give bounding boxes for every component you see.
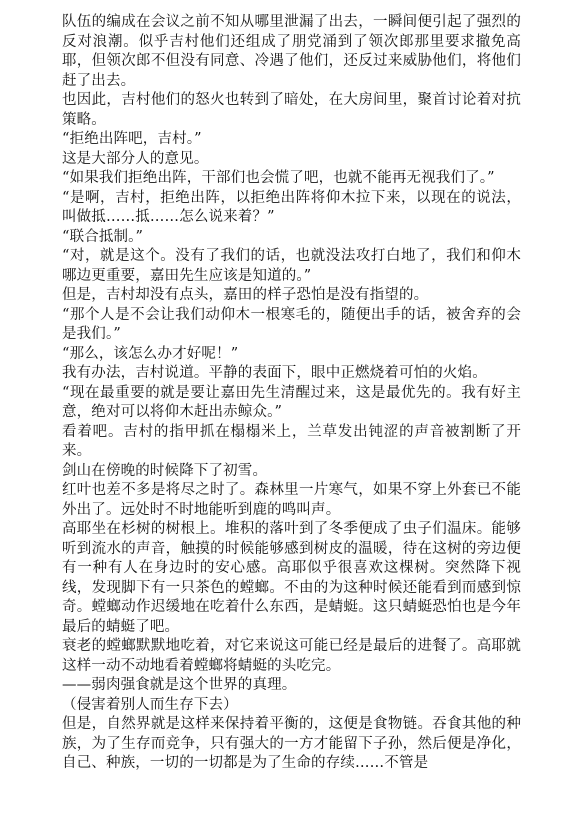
dialogue-line: “现在最重要的就是要让嘉田先生清醒过来，这是最优先的。我有好主意，绝对可以将仰木赶出赤鲸众。” bbox=[62, 384, 521, 420]
paragraph: 但是，自然界就是这样来保持着平衡的，这便是食物链。吞食其他的种族，为了生存而竞争，只有强大的一方才能留下子孙，然后便是净化，自己、种族，一切的一切都是为了生命的存续……不管是 bbox=[62, 716, 521, 771]
paragraph: 队伍的编成在会议之前不知从哪里泄漏了出去，一瞬间便引起了强烈的反对浪潮。似乎吉村他们还组成了朋党涌到了领次郎那里要求撤免高耶，但领次郎不但没有同意、冷遇了他们，还反过来威胁他们，将他们赶了出去。 bbox=[62, 14, 521, 89]
paragraph: 也因此，吉村他们的怒火也转到了暗处，在大房间里，聚首讨论着对抗策略。 bbox=[62, 92, 521, 128]
dialogue-line: “联合抵制。” bbox=[62, 228, 144, 245]
paragraph: 我有办法，吉村说道。平静的表面下，眼中正燃烧着可怕的火焰。 bbox=[62, 365, 487, 381]
paragraph: 这是大部分人的意见。 bbox=[62, 150, 209, 167]
dialogue-line: “对，就是这个。没有了我们的话，也就没法攻打白地了，我们和仰木哪边更重要，嘉田先生应该是知道的。” bbox=[62, 248, 521, 284]
paragraph: 剑山在傍晚的时候降下了初雪。 bbox=[62, 462, 268, 479]
paragraph: 衰老的螳螂默默地吃着，对它来说这可能已经是最后的进餐了。高耶就这样一动不动地看着螳螂将蜻蜓的头吃完。 bbox=[62, 638, 521, 674]
paragraph: 高耶坐在杉树的树根上。堆积的落叶到了冬季便成了虫子们温床。能够听到流水的声音，触摸的时候能够感到树皮的温暖，待在这树的旁边便有一种有人在身边时的安心感。高耶似乎很喜欢这棵树。突然降下视线，发现脚下有一只茶色的螳螂。不由的为这种时候还能看到而感到惊奇。螳螂动作迟缓地在吃着什么东西，是蜻蜓。这只蜻蜓恐怕也是今年最后的蜻蜓了吧。 bbox=[62, 521, 521, 635]
paragraph: 但是，吉村却没有点头，嘉田的样子恐怕是没有指望的。 bbox=[62, 287, 429, 303]
paragraph: 红叶也差不多是将尽之时了。森林里一片寒气，如果不穿上外套已不能外出了。远处时不时地能听到鹿的鸣叫声。 bbox=[62, 482, 521, 518]
paragraph: 看着吧。吉村的指甲抓在榻榻米上，兰草发出钝涩的声音被割断了开来。 bbox=[62, 423, 521, 459]
paragraph: ——弱肉强食就是这个世界的真理。 bbox=[62, 677, 297, 693]
dialogue-line: “如果我们拒绝出阵，干部们也会慌了吧，也就不能再无视我们了。” bbox=[62, 170, 495, 186]
dialogue-line: “拒绝出阵吧，吉村。” bbox=[62, 131, 202, 147]
dialogue-line: “那么，该怎么办才好呢！” bbox=[62, 345, 239, 362]
dialogue-line: “是啊，吉村，拒绝出阵，以拒绝出阵将仰木拉下来，以现在的说法，叫做抵……抵……怎么说来着？” bbox=[62, 189, 521, 225]
dialogue-line: “那个人是不会让我们动仰木一根寒毛的，随便出手的话，被舍弃的会是我们。” bbox=[62, 306, 521, 342]
paragraph: （侵害着别人而生存下去） bbox=[62, 696, 238, 713]
